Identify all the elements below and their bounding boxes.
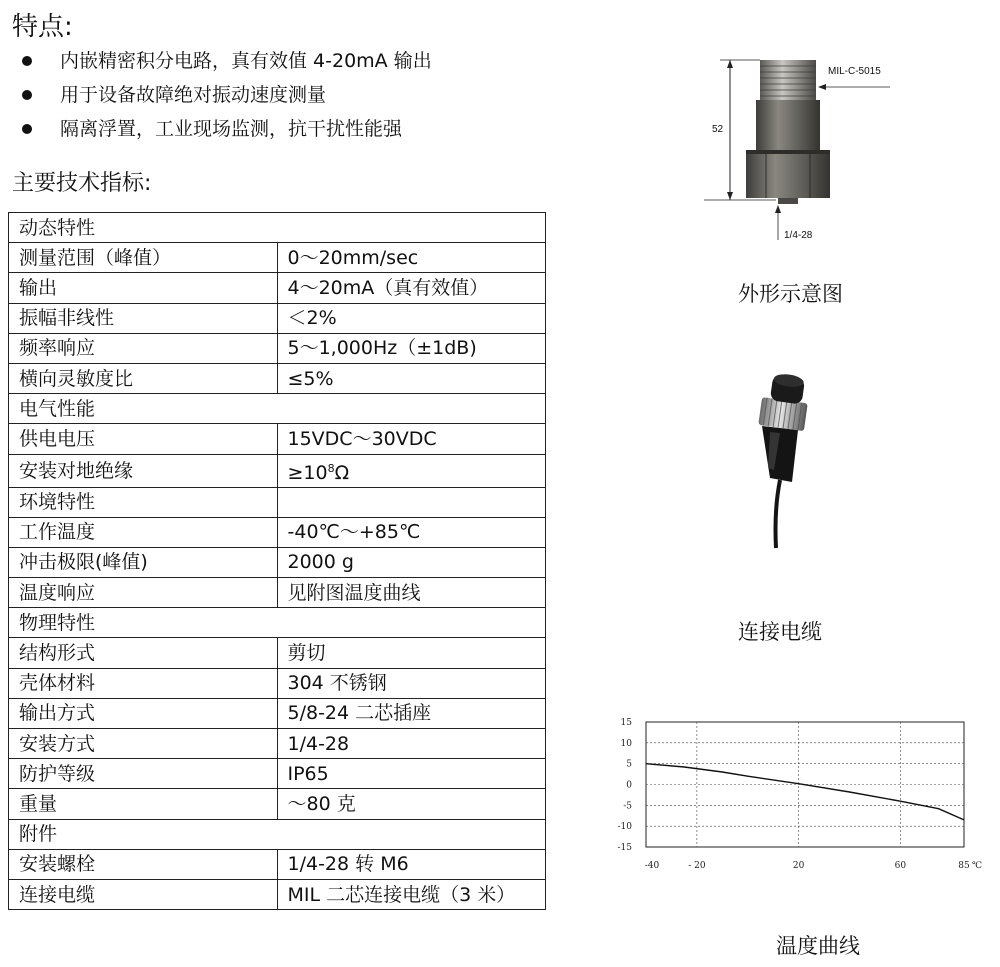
sensor-figure-caption: 外形示意图 xyxy=(738,282,843,306)
spec-value-text: 1/4-28 xyxy=(287,732,350,755)
spec-label: 环境特性 xyxy=(9,487,278,517)
spec-row xyxy=(9,638,546,668)
spec-row xyxy=(9,273,546,303)
feature-item xyxy=(16,82,432,116)
spec-label: 冲击极限(峰值) xyxy=(9,547,278,577)
spec-value xyxy=(277,487,546,517)
y-tick-label: 10 xyxy=(620,738,632,749)
spec-section-label: 电气性能 xyxy=(9,394,546,424)
spec-table xyxy=(8,212,546,910)
spec-value xyxy=(277,638,546,668)
bullet-icon xyxy=(22,90,32,100)
spec-value xyxy=(277,668,546,698)
cable-wire xyxy=(776,480,781,548)
x-unit-label: ℃ xyxy=(972,861,983,871)
sensor-outline-figure xyxy=(690,50,910,250)
bullet-icon xyxy=(22,124,32,134)
spec-row xyxy=(9,547,546,577)
spec-value xyxy=(277,729,546,759)
y-tick-label: -15 xyxy=(617,843,632,853)
spec-value xyxy=(277,578,546,608)
spec-label: 安装方式 xyxy=(9,729,278,759)
spec-value xyxy=(277,849,546,879)
spec-value-text: -40℃～+85℃ xyxy=(287,521,421,544)
x-tick-label: 20 xyxy=(792,861,805,871)
spec-label: 输出方式 xyxy=(9,698,278,728)
x-tick-label: 85 xyxy=(958,861,970,871)
spec-row xyxy=(9,668,546,698)
spec-value-text: 见附图温度曲线 xyxy=(287,581,421,604)
spec-label: 连接电缆 xyxy=(9,879,278,909)
spec-row xyxy=(9,578,546,608)
cable-figure-caption: 连接电缆 xyxy=(738,620,822,644)
bullet-icon xyxy=(22,56,32,66)
spec-label: 振幅非线性 xyxy=(9,303,278,333)
cable-drawing xyxy=(740,370,840,560)
spec-label: 测量范围（峰值） xyxy=(9,243,278,273)
x-tick-label: 60 xyxy=(894,861,907,871)
spec-row xyxy=(9,879,546,909)
spec-row xyxy=(9,759,546,789)
spec-value-text: 4～20mA（真有效值） xyxy=(287,276,489,299)
y-tick-label: 15 xyxy=(620,718,632,728)
temperature-chart xyxy=(600,712,990,882)
spec-row xyxy=(9,487,546,517)
spec-section-label: 动态特性 xyxy=(9,213,546,243)
x-tick-label: - 20 xyxy=(688,861,706,871)
spec-label: 重量 xyxy=(9,789,278,819)
x-tick-label: -40 xyxy=(644,861,660,871)
spec-label: 温度响应 xyxy=(9,578,278,608)
spec-section-row xyxy=(9,394,546,424)
spec-value xyxy=(277,243,546,273)
spec-label: 结构形式 xyxy=(9,638,278,668)
knurled-nut xyxy=(758,371,811,431)
spec-value xyxy=(277,454,546,487)
spec-row xyxy=(9,243,546,273)
temperature-chart-svg xyxy=(600,712,990,882)
y-tick-label: 5 xyxy=(626,759,632,770)
spec-row xyxy=(9,517,546,547)
spec-row xyxy=(9,698,546,728)
feature-text: 内嵌精密积分电路，真有效值 4-20mA 输出 xyxy=(60,50,432,72)
spec-row xyxy=(9,333,546,363)
spec-title: 主要技术指标: xyxy=(12,171,152,196)
temperature-response-line xyxy=(646,764,964,820)
spec-value-text: 剪切 xyxy=(287,642,326,665)
dimension-height-label: 52 xyxy=(712,124,724,135)
spec-label: 安装对地绝缘 xyxy=(9,454,278,487)
mount-thread-label: 1/4-28 xyxy=(784,230,813,241)
sensor-hex-base xyxy=(746,150,830,198)
spec-value xyxy=(277,333,546,363)
spec-value xyxy=(277,363,546,393)
spec-label: 防护等级 xyxy=(9,759,278,789)
spec-row xyxy=(9,454,546,487)
spec-value-text: 2000 g xyxy=(287,551,354,574)
spec-value xyxy=(277,759,546,789)
spec-value-text: ≤5% xyxy=(287,367,334,390)
spec-value-text: 5～1,000Hz（±1dB) xyxy=(287,337,477,360)
spec-value-text: 5/8-24 二芯插座 xyxy=(287,702,432,725)
spec-row xyxy=(9,424,546,454)
spec-value-text: 1/4-28 转 M6 xyxy=(287,853,409,876)
spec-value-text: 15VDC～30VDC xyxy=(287,427,437,450)
spec-value xyxy=(277,879,546,909)
spec-label: 频率响应 xyxy=(9,333,278,363)
sensor-drawing xyxy=(690,50,910,250)
features-title: 特点: xyxy=(12,12,73,42)
feature-text: 用于设备故障绝对振动速度测量 xyxy=(60,84,327,106)
spec-value-text: 0～20mm/sec xyxy=(287,246,419,269)
spec-section-row xyxy=(9,819,546,849)
spec-label: 安装螺栓 xyxy=(9,849,278,879)
spec-value xyxy=(277,789,546,819)
spec-label: 壳体材料 xyxy=(9,668,278,698)
cable-figure xyxy=(740,370,840,560)
spec-value xyxy=(277,424,546,454)
spec-row xyxy=(9,849,546,879)
spec-label: 工作温度 xyxy=(9,517,278,547)
spec-value-text: ＜2% xyxy=(287,307,337,330)
spec-value-text: 304 不锈钢 xyxy=(287,672,387,695)
spec-label: 供电电压 xyxy=(9,424,278,454)
features-list xyxy=(16,48,432,150)
sensor-body xyxy=(756,100,820,150)
spec-label: 输出 xyxy=(9,273,278,303)
spec-section-label: 物理特性 xyxy=(9,608,546,638)
spec-row xyxy=(9,303,546,333)
cable-boot xyxy=(762,426,798,482)
spec-value-exponent: 8 xyxy=(327,461,335,475)
spec-section-row xyxy=(9,608,546,638)
spec-section-row xyxy=(9,213,546,243)
spec-row xyxy=(9,363,546,393)
feature-item xyxy=(16,48,432,82)
spec-section-label: 附件 xyxy=(9,819,546,849)
chart-caption: 温度曲线 xyxy=(776,934,860,958)
spec-value-text: ≥10 xyxy=(287,461,328,484)
spec-row xyxy=(9,789,546,819)
y-tick-label: -10 xyxy=(617,822,632,833)
spec-value xyxy=(277,517,546,547)
y-tick-label: 0 xyxy=(626,780,632,791)
spec-value-unit: Ω xyxy=(334,461,350,484)
y-tick-label: -5 xyxy=(623,801,632,812)
spec-row xyxy=(9,729,546,759)
spec-value xyxy=(277,547,546,577)
spec-value-text: MIL 二芯连接电缆（3 米） xyxy=(287,883,516,906)
spec-value-text: IP65 xyxy=(287,762,329,785)
spec-value xyxy=(277,698,546,728)
spec-label: 横向灵敏度比 xyxy=(9,363,278,393)
spec-value-text: ～80 克 xyxy=(287,792,356,815)
spec-value xyxy=(277,273,546,303)
feature-item xyxy=(16,116,432,150)
spec-value xyxy=(277,303,546,333)
connector-standard-label: MIL-C-5015 xyxy=(828,66,881,77)
feature-text: 隔离浮置，工业现场监测，抗干扰性能强 xyxy=(60,118,403,140)
